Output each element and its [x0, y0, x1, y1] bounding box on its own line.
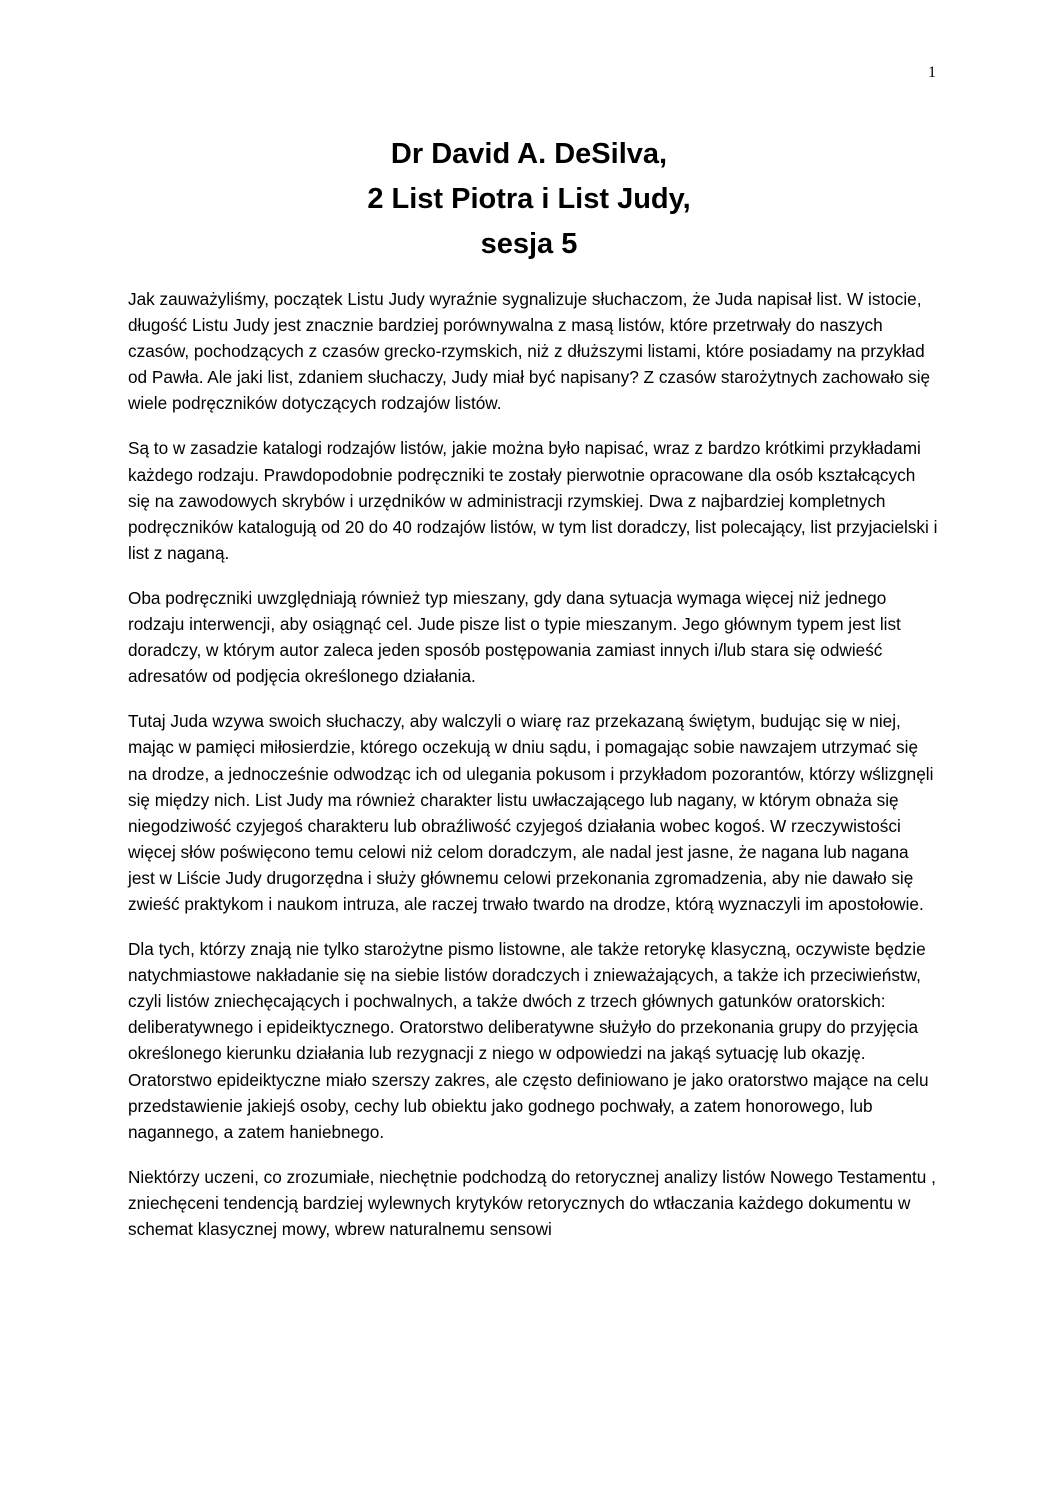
title-line-session: sesja 5 [480, 228, 578, 260]
document-title [0, 132, 1058, 267]
title-line-author: Dr David A. DeSilva, [390, 138, 668, 170]
paragraph: Oba podręczniki uwzględniają również typ mieszany, gdy dana sytuacja wymaga więcej niż jednego rodzaju interwencji, aby osiągnąć cel. Jude pisze list o typie mieszanym. Jego głównym typem jest list doradczy, w którym autor zaleca jeden sposób postępowania zamiast innych i/lub stara się odwieść adresatów od podjęcia określonego działania. [128, 587, 901, 687]
title-line-subject: 2 List Piotra i List Judy, [367, 183, 691, 215]
paragraph: Są to w zasadzie katalogi rodzajów listów, jakie można było napisać, wraz z bardzo krótkimi przykładami każdego rodzaju. Prawdopodobnie podręczniki te zostały pierwotnie opracowane dla osób kształcących się na zawodowych skrybów i urzędników w administracji rzymskiej. Dwa z najbardziej kompletnych podręczników katalogują od 20 do 40 rodzajów listów, w tym list doradczy, list polecający, list przyjacielski i list z naganą. [128, 438, 938, 563]
document-body [128, 286, 938, 1261]
paragraph: Niektórzy uczeni, co zrozumiałe, niechętnie podchodzą do retorycznej analizy listów Nowego Testamentu , zniechęceni tendencją bardziej wylewnych krytyków retorycznych do wtłaczania każdego dokumentu w schemat klasycznej mowy, wbrew naturalnemu sensowi [128, 1166, 936, 1239]
paragraph: Dla tych, którzy znają nie tylko starożytne pismo listowne, ale także retorykę klasyczną, oczywiste będzie natychmiastowe nakładanie się na siebie listów doradczych i znieważających, a także ich przeciwieństw, czyli listów zniechęcających i pochwalnych, a także dwóch z trzech głównych gatunków oratorskich: deliberatywnego i epideiktycznego. Oratorstwo deliberatywne służyło do przekonania grupy do przyjęcia określonego kierunku działania lub rezygnacji z niego w odpowiedzi na jakąś sytuację lub okazję. Oratorstwo epideiktyczne miało szerszy zakres, ale często definiowano je jako oratorstwo mające na celu przedstawienie jakiejś osoby, cechy lub obiektu jako godnego pochwały, a zatem honorowego, lub nagannego, a zatem haniebnego. [128, 939, 929, 1142]
paragraph: Tutaj Juda wzywa swoich słuchaczy, aby walczyli o wiarę raz przekazaną świętym, budując się w niej, mając w pamięci miłosierdzie, którego oczekują w dniu sądu, i pomagając sobie nawzajem utrzymać się na drodze, a jednocześnie odwodząc ich od ulegania pokusom i przykładom pozorantów, którzy wślizgnęli się między nich. List Judy ma również charakter listu uwłaczającego lub nagany, w którym obnaża się niegodziwość czyjegoś charakteru lub obraźliwość czyjegoś działania wobec kogoś. W rzeczywistości więcej słów poświęcono temu celowi niż celom doradczym, ale nadal jest jasne, że nagana lub nagana jest w Liście Judy drugorzędna i służy głównemu celowi przekonania zgromadzenia, aby nie dawało się zwieść praktykom i naukom intruza, ale raczej trwało twardo na drodze, którą wyznaczyli im apostołowie. [128, 711, 934, 914]
paragraph: Jak zauważyliśmy, początek Listu Judy wyraźnie sygnalizuje słuchaczom, że Juda napisał list. W istocie, długość Listu Judy jest znacznie bardziej porównywalna z masą listów, które przetrwały do naszych czasów, pochodzących z czasów grecko-rzymskich, niż z dłuższymi listami, które posiadamy na przykład od Pawła. Ale jaki list, zdaniem słuchaczy, Judy miał być napisany? Z czasów starożytnych zachowało się wiele podręczników dotyczących rodzajów listów. [128, 289, 931, 414]
page-number: 1 [928, 64, 936, 81]
